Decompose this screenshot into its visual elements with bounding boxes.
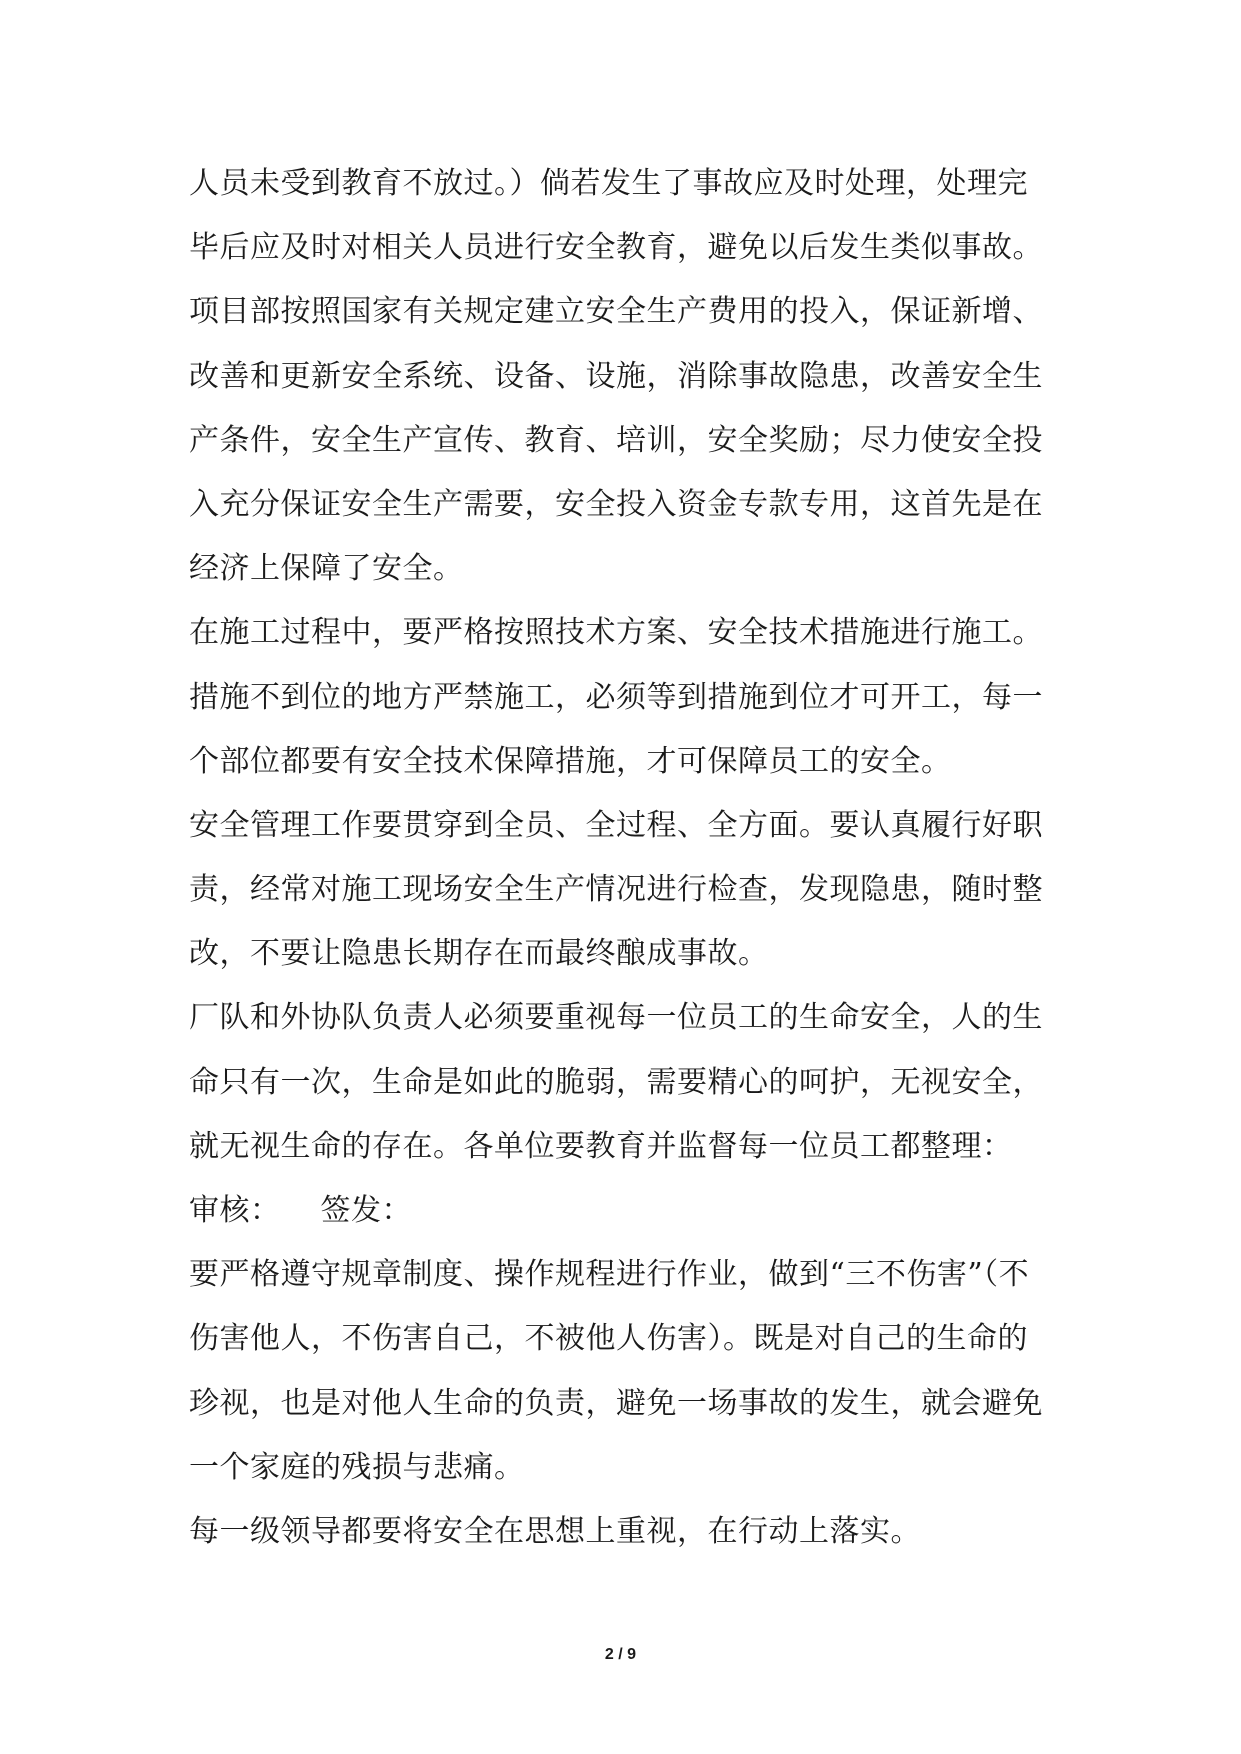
- text-line: 在施工过程中，要严格按照技术方案、安全技术措施进行施工。: [189, 615, 1043, 651]
- text-line: 要严格遵守规章制度、操作规程进行作业，做到“三不伤害”（不: [189, 1257, 1030, 1293]
- text-line: 一个家庭的残损与悲痛。: [189, 1449, 525, 1485]
- text-line: 毕后应及时对相关人员进行安全教育，避免以后发生类似事故。: [189, 230, 1043, 266]
- text-line: 就无视生命的存在。各单位要教育并监督每一位员工都整理：: [189, 1128, 1013, 1164]
- issue-label: 签发：: [320, 1193, 412, 1228]
- text-line: 改善和更新安全系统、设备、设施，消除事故隐患，改善安全生: [189, 358, 1043, 394]
- text-line: 命只有一次，生命是如此的脆弱，需要精心的呵护，无视安全，: [189, 1064, 1043, 1100]
- text-line: 每一级领导都要将安全在思想上重视，在行动上落实。: [189, 1513, 921, 1549]
- text-line: 产条件，安全生产宣传、教育、培训，安全奖励；尽力使安全投: [189, 422, 1043, 458]
- text-line: 人员未受到教育不放过。）倘若发生了事故应及时处理，处理完: [189, 166, 1028, 201]
- text-line: 入充分保证安全生产需要，安全投入资金专款专用，这首先是在: [189, 486, 1043, 522]
- page-number: 2 / 9: [604, 1646, 637, 1663]
- text-line: 珍视，也是对他人生命的负责，避免一场事故的发生，就会避免: [189, 1385, 1043, 1421]
- text-line: 安全管理工作要贯穿到全员、全过程、全方面。要认真履行好职: [189, 807, 1043, 843]
- text-line: 项目部按照国家有关规定建立安全生产费用的投入，保证新增、: [189, 294, 1043, 330]
- body-text: [189, 152, 1069, 1564]
- review-label: 审核：: [189, 1193, 281, 1228]
- text-line: 措施不到位的地方严禁施工，必须等到措施到位才可开工，每一: [189, 679, 1043, 715]
- text-line: 伤害他人，不伤害自己，不被他人伤害）。既是对自己的生命的: [189, 1321, 1028, 1357]
- text-line: 经济上保障了安全。: [189, 551, 464, 587]
- text-line: 改，不要让隐患长期存在而最终酿成事故。: [189, 936, 769, 972]
- text-line: 个部位都要有安全技术保障措施，才可保障员工的安全。: [189, 743, 952, 779]
- signoff-line: [189, 1179, 1069, 1243]
- text-line: 责，经常对施工现场安全生产情况进行检查，发现隐患，随时整: [189, 872, 1043, 908]
- text-line: 厂队和外协队负责人必须要重视每一位员工的生命安全，人的生: [189, 1000, 1043, 1036]
